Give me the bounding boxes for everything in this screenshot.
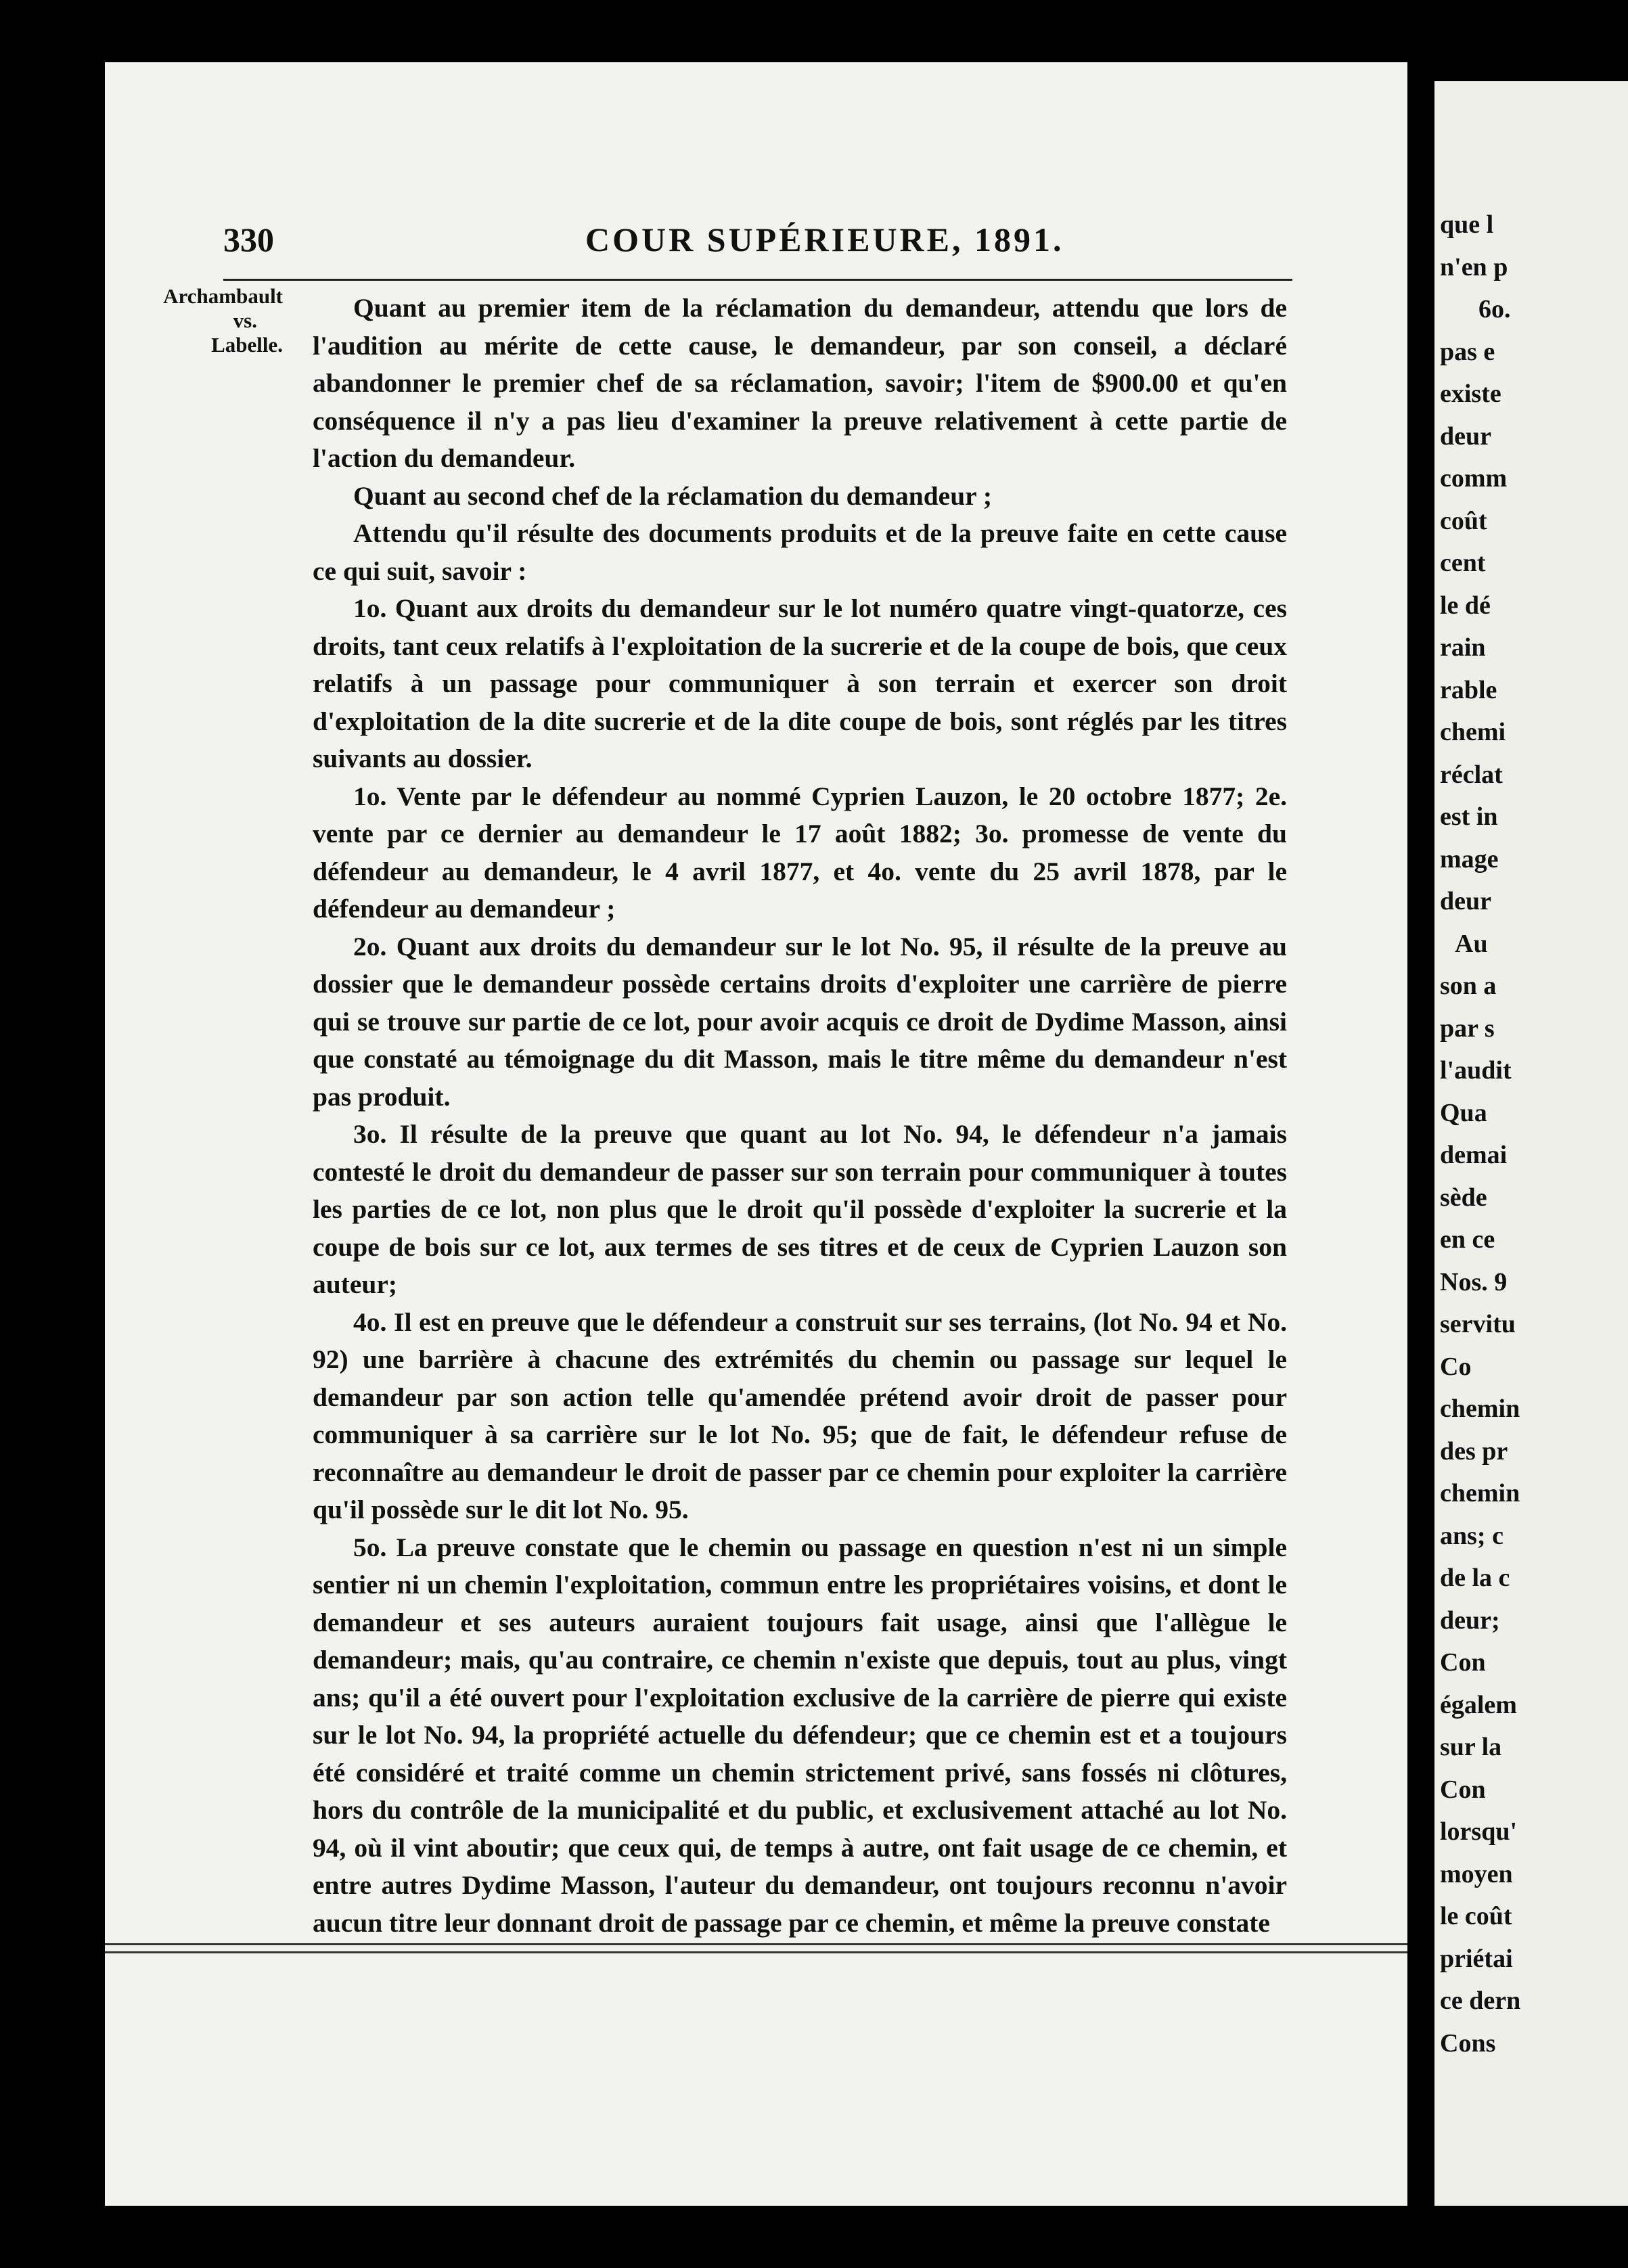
next-page-line: mage: [1440, 844, 1499, 874]
margin-vs: vs.: [233, 309, 257, 332]
next-page-line: chemin: [1440, 1394, 1520, 1423]
next-page-line: chemin: [1440, 1479, 1520, 1507]
next-page-line: en ce: [1440, 1225, 1495, 1254]
next-page-line: Cons: [1440, 2028, 1496, 2058]
header-rule: [223, 279, 1292, 281]
next-page-line: existe: [1440, 380, 1501, 408]
paragraph: 3o. Il résulte de la preuve que quant au lot No. 94, le défendeur n'a jamais contesté le droit du demandeur de passer sur son terrain pour communiquer à toutes les parties de ce lot, non plus que le droit qu'il possède d'exploiter la sucrerie et la coupe de bois sur ce lot, aux termes de ses titres et de ceux de Cyprien Lauzon son auteur;: [313, 1119, 1287, 1299]
body-text: [313, 290, 1287, 1942]
next-page-line: égalem: [1440, 1690, 1517, 1719]
margin-note: [161, 284, 283, 357]
next-page-line: le coût: [1440, 1902, 1512, 1930]
next-page-line: est in: [1440, 802, 1498, 831]
next-page-line: sur la: [1440, 1733, 1502, 1761]
next-page-line: réclat: [1440, 760, 1503, 789]
next-page-line: comm: [1440, 464, 1508, 493]
paragraph: Attendu qu'il résulte des documents produits et de la preuve faite en cette cause ce qui suit, savoir :: [313, 518, 1287, 586]
next-page-line: lorsqu': [1440, 1817, 1518, 1846]
page-gutter: [1407, 0, 1434, 2268]
next-page-line: demai: [1440, 1141, 1508, 1169]
next-page-line: deur: [1440, 887, 1491, 915]
paragraph: 1o. Vente par le défendeur au nommé Cyprien Lauzon, le 20 octobre 1877; 2e. vente par ce dernier au demandeur le 17 août 1882; 3o. promesse de vente du défendeur au demandeur, le 4 avril 1877, et 4o. vente du 25 avril 1878, par le défendeur au demandeur ;: [313, 781, 1287, 924]
adjacent-page-fragment: [1434, 81, 1628, 2206]
next-page-line: Con: [1440, 1648, 1486, 1677]
next-page-line: cent: [1440, 549, 1486, 577]
next-page-line: ans; c: [1440, 1521, 1503, 1550]
next-page-line: ce dern: [1440, 1987, 1521, 2015]
next-page-line: Nos. 9: [1440, 1267, 1508, 1296]
next-page-line: moyen: [1440, 1859, 1513, 1888]
margin-defendant: Labelle.: [211, 333, 283, 357]
next-page-line: deur;: [1440, 1606, 1500, 1635]
next-page-line: l'audit: [1440, 1056, 1512, 1085]
next-page-line: Con: [1440, 1775, 1486, 1804]
next-page-line: des pr: [1440, 1436, 1508, 1466]
footer-rule-2: [105, 1951, 1407, 1953]
next-page-line: rain: [1440, 633, 1486, 662]
next-page-line: rable: [1440, 675, 1497, 704]
next-page-line: par s: [1440, 1014, 1495, 1043]
next-page-line: Co: [1440, 1352, 1472, 1381]
next-page-line: de la c: [1440, 1564, 1510, 1592]
next-page-line: Qua: [1440, 1098, 1487, 1127]
next-page-line: sède: [1440, 1183, 1487, 1212]
next-page-line: 6o.: [1478, 295, 1511, 323]
margin-plaintiff: Archambault: [163, 284, 283, 308]
next-page-line: servitu: [1440, 1310, 1516, 1338]
next-page-line: que l: [1440, 210, 1494, 239]
next-page-line: son a: [1440, 972, 1497, 1000]
next-page-line: coût: [1440, 506, 1487, 535]
next-page-line: pas e: [1440, 337, 1495, 366]
paragraph: 4o. Il est en preuve que le défendeur a construit sur ses terrains, (lot No. 94 et No. 92) une barrière à chacune des extrémités du chemin ou passage sur lequel le demandeur par son action telle qu'amendée prétend avoir droit de passer pour communiquer à sa carrière sur le lot No. 95; que de fait, le défendeur refuse de reconnaître au demandeur le droit de passer par ce chemin pour exploiter la carrière qu'il possède sur le dit lot No. 95.: [313, 1307, 1287, 1524]
paragraph: 2o. Quant aux droits du demandeur sur le lot No. 95, il résulte de la preuve au dossier que le demandeur possède certains droits d'exploiter une carrière de pierre qui se trouve sur partie de ce lot, pour avoir acquis ce droit de Dydime Masson, ainsi que constaté au témoignage du dit Masson, mais le titre même du demandeur n'est pas produit.: [313, 931, 1287, 1112]
footer-rule: [105, 1943, 1407, 1945]
next-page-line: deur: [1440, 422, 1491, 451]
running-title: COUR SUPÉRIEURE, 1891.: [585, 221, 1064, 258]
next-page-line: le dé: [1440, 591, 1491, 620]
next-page-line: chemi: [1440, 718, 1506, 746]
page-header: [223, 220, 1292, 267]
paragraph: Quant au premier item de la réclamation du demandeur, attendu que lors de l'audition au mérite de cette cause, le demandeur, par son conseil, a déclaré abandonner le premier chef de sa réclamation, savoir; l'item de $900.00 et qu'en conséquence il n'y a pas lieu d'examiner la preuve relativement à cette partie de l'action du demandeur.: [313, 293, 1287, 473]
paragraph: Quant au second chef de la réclamation du demandeur ;: [353, 480, 993, 511]
paragraph: 1o. Quant aux droits du demandeur sur le lot numéro quatre vingt-quatorze, ces droits, tant ceux relatifs à l'exploitation de la sucrerie et de la coupe de bois, que ceux relatifs à un passage pour communiquer à son terrain et exercer son droit d'exploitation de la dite sucrerie et de la dite coupe de bois, sont réglés par les titres suivants au dossier.: [313, 593, 1287, 773]
next-page-line: priétai: [1440, 1944, 1513, 1973]
next-page-line: Au: [1455, 929, 1488, 958]
next-page-line: n'en p: [1440, 252, 1508, 281]
paragraph: 5o. La preuve constate que le chemin ou passage en question n'est ni un simple sentier ni un chemin l'exploitation, commun entre les propriétaires voisins, et dont le demandeur et ses auteurs auraient toujours fait usage, ainsi que l'allègue le demandeur; mais, qu'au contraire, ce chemin n'existe que depuis, tout au plus, vingt ans; qu'il a été ouvert pour l'exploitation exclusive de la carrière de pierre qui existe sur le lot No. 94, la propriété actuelle du défendeur; que ce chemin est et a toujours été considéré et traité comme un chemin strictement privé, sans fossés ni clôtures, hors du contrôle de la municipalité et du public, et exclusivement attaché au lot No. 94, où il vint aboutir; que ceux qui, de temps à autre, ont fait usage de ce chemin, et entre autres Dydime Masson, l'auteur du demandeur, ont toujours reconnu n'avoir aucun titre leur donnant droit de passage par ce chemin, et même la preuve constate: [313, 1532, 1287, 1938]
page-number: 330: [223, 221, 274, 258]
